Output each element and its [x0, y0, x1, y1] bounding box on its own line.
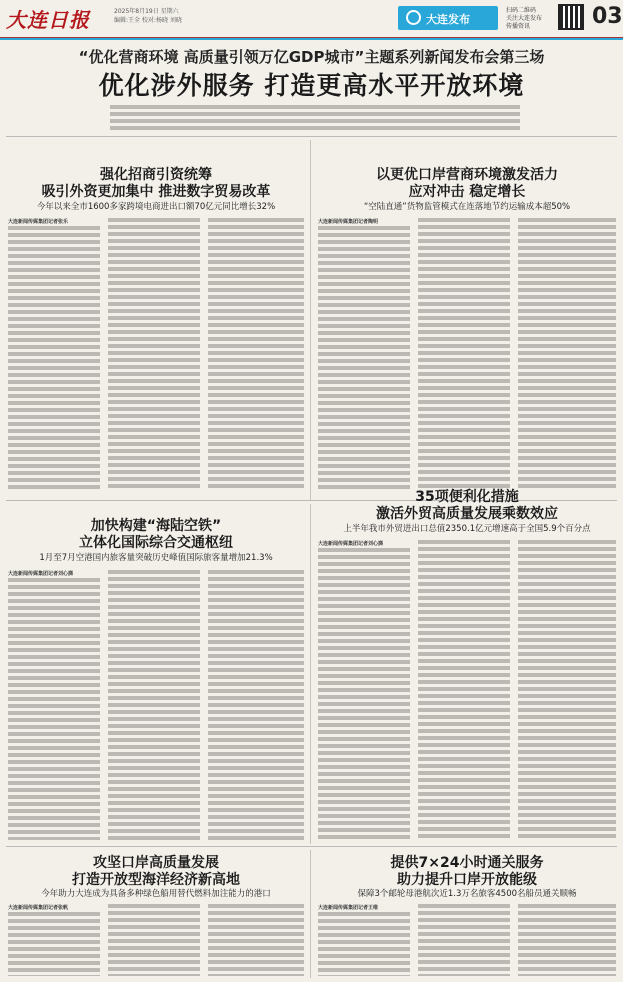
section2-title2: 应对冲击 稳定增长	[408, 184, 526, 200]
section2-byline: 大连新闻传媒集团记者陶明	[318, 219, 379, 225]
article-column	[8, 226, 100, 491]
section3-subtitle: 1月至7月空港国内旅客量突破历史峰值国际旅客量增加21.3%	[39, 553, 273, 563]
divider	[6, 846, 617, 847]
section6-title2: 助力提升口岸开放能级	[397, 872, 537, 888]
column-divider	[310, 140, 311, 500]
article-column	[318, 912, 410, 976]
section3-title1: 加快构建“海陆空铁”	[90, 518, 222, 534]
column-divider	[310, 850, 311, 978]
section-banner	[398, 6, 498, 30]
article-column	[418, 904, 510, 976]
section6-byline: 大连新闻传媒集团记者王维	[318, 905, 379, 911]
article-column	[418, 218, 510, 491]
section5-title1: 攻坚口岸高质量发展	[93, 855, 219, 871]
section2-title1: 以更优口岸营商环境激发活力	[376, 167, 558, 183]
qr-caption	[506, 7, 542, 31]
article-column	[108, 570, 200, 840]
masthead	[0, 0, 623, 38]
section3-byline: 大连新闻传媒集团记者刘心旖	[8, 571, 74, 577]
section1-title1: 强化招商引资统筹	[100, 167, 212, 183]
section3-title2: 立体化国际综合交通枢纽	[79, 535, 233, 551]
article-column	[518, 218, 616, 491]
newspaper-logo: 大连日报	[6, 8, 90, 32]
article-column	[208, 570, 304, 840]
section4-subtitle: 上半年我市外贸进出口总值2350.1亿元增速高于全国5.9个百分点	[343, 524, 591, 534]
article-column	[518, 540, 616, 840]
issue-meta	[114, 7, 182, 25]
section5-title2: 打造开放型海洋经济新高地	[72, 872, 240, 888]
article-column	[318, 548, 410, 840]
intro-paragraph	[110, 105, 520, 131]
globe-icon	[406, 10, 421, 25]
page-number: 03	[592, 4, 623, 29]
section4-title2: 激活外贸高质量发展乘数效应	[376, 506, 558, 522]
section6-subtitle: 保障3个邮轮母港航次近1.3万名旅客4500名船员通关顺畅	[357, 889, 577, 899]
article-column	[8, 578, 100, 840]
divider	[6, 136, 617, 137]
issue-date: 2025年8月19日 星期六	[114, 8, 179, 15]
article-column	[108, 218, 200, 491]
section6-title1: 提供7×24小时通关服务	[390, 855, 544, 871]
qr-code-icon	[558, 4, 584, 30]
section4-byline: 大连新闻传媒集团记者刘心旖	[318, 541, 384, 547]
section4-title1: 35项便利化措施	[415, 489, 519, 505]
header-divider	[0, 38, 623, 40]
article-column	[318, 226, 410, 491]
series-title: “优化营商环境 高质量引领万亿GDP城市”主题系列新闻发布会第三场	[78, 48, 545, 66]
section1-title2: 吸引外资更加集中 推进数字贸易改革	[41, 184, 271, 200]
article-column	[418, 540, 510, 840]
article-column	[8, 912, 100, 976]
article-column	[208, 904, 304, 976]
section2-subtitle: “空陆直通”货物监管模式在连落地节约运输成本超50%	[363, 202, 571, 212]
section5-subtitle: 今年助力大连成为具备多种绿色船用替代燃料加注能力的港口	[41, 889, 271, 899]
article-column	[108, 904, 200, 976]
main-headline: 优化涉外服务 打造更高水平开放环境	[98, 71, 525, 100]
issue-editors: 编辑:王全 校对:杨晓 刘晓	[114, 17, 182, 24]
section5-byline: 大连新闻传媒集团记者张帆	[8, 905, 69, 911]
qr-caption-line: 传播资讯	[506, 23, 531, 30]
column-divider	[310, 504, 311, 844]
article-column	[208, 218, 304, 491]
qr-caption-line: 扫码二维码	[506, 7, 537, 14]
section1-subtitle: 今年以来全市1600多家跨境电商进出口额70亿元同比增长32%	[36, 202, 276, 212]
banner-label: 大连发布	[426, 13, 470, 26]
section1-byline: 大连新闻传媒集团记者张乐	[8, 219, 69, 225]
article-column	[518, 904, 616, 976]
qr-caption-line: 关注大连发布	[506, 15, 543, 22]
